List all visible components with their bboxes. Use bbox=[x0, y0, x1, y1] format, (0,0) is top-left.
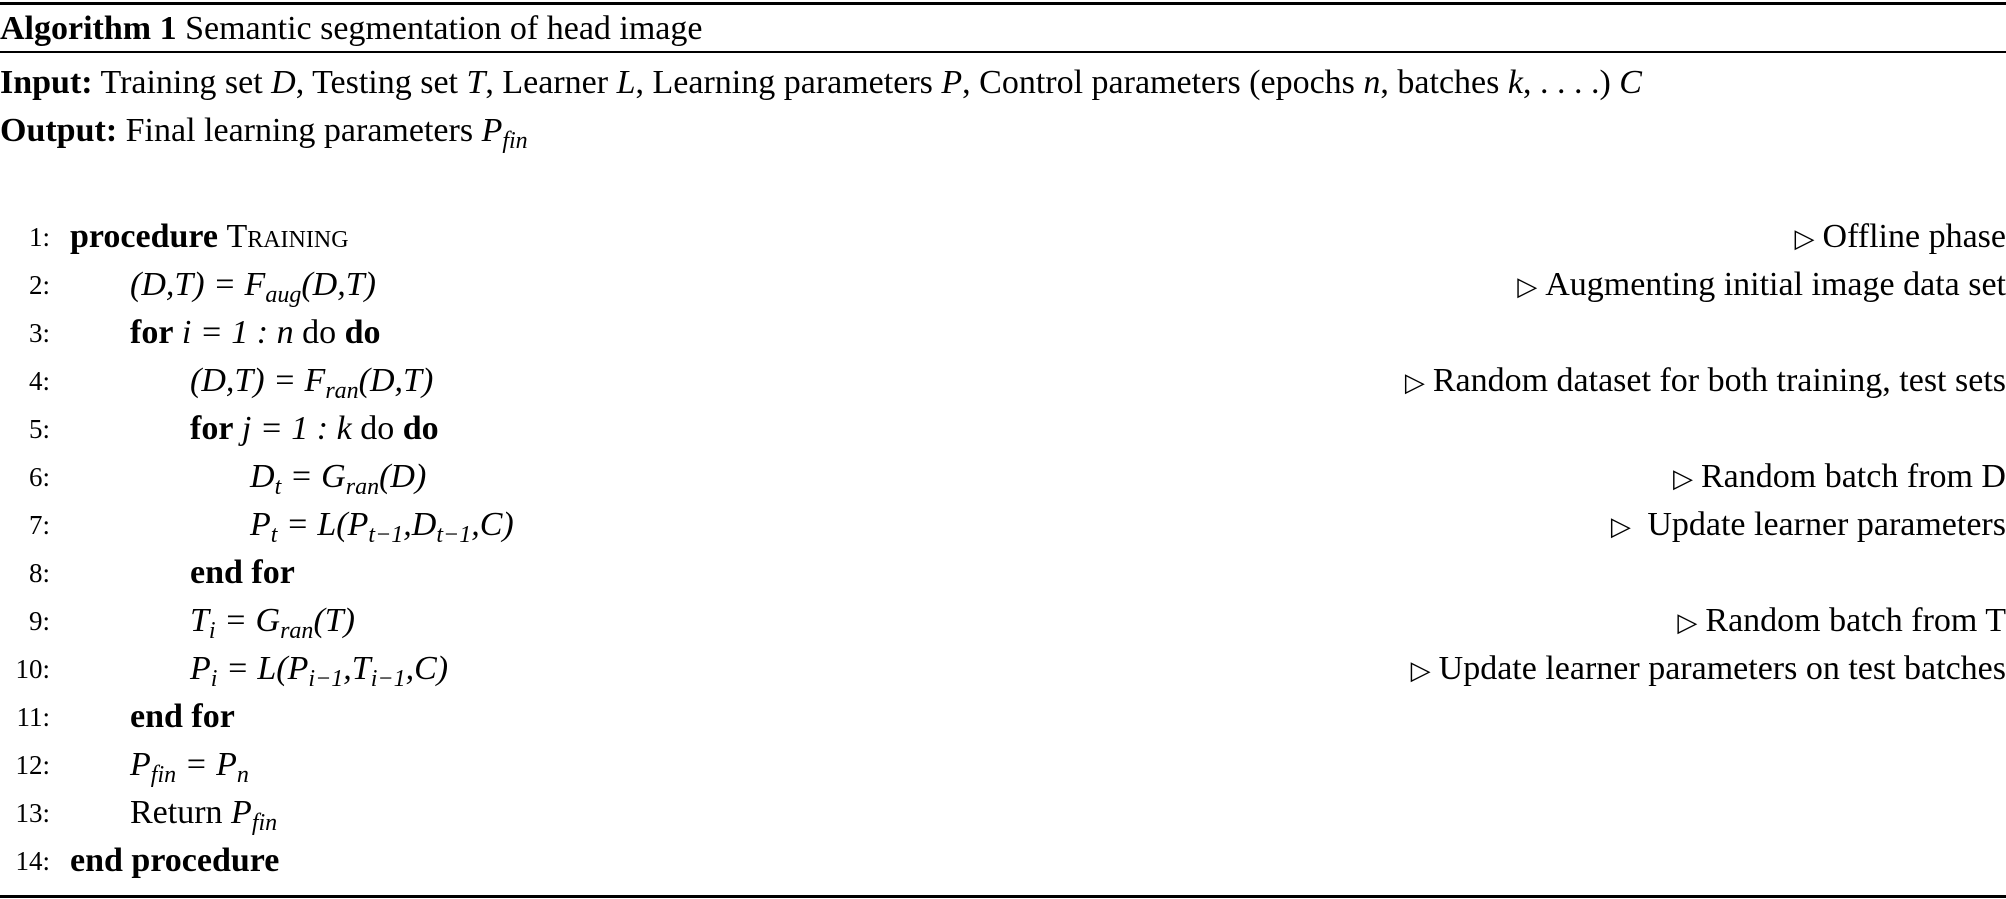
math-expr: ,C) bbox=[471, 506, 514, 543]
input-var: D bbox=[271, 64, 296, 101]
line-number: 2: bbox=[28, 270, 50, 300]
algorithm-label: Algorithm 1 bbox=[0, 10, 177, 47]
comment-text: Offline phase bbox=[1822, 218, 2006, 255]
comment-text: Random batch from T bbox=[1705, 602, 2006, 639]
keyword: end for bbox=[190, 554, 295, 591]
math-subscript: ran bbox=[325, 378, 359, 404]
output-label: Output: bbox=[0, 112, 118, 149]
math-subscript: fin bbox=[251, 810, 278, 836]
line-number: 10: bbox=[15, 654, 50, 684]
line-number: 4: bbox=[28, 366, 50, 396]
statement bbox=[70, 838, 279, 884]
math-expr: = G bbox=[281, 458, 346, 495]
algorithm-line bbox=[0, 598, 2006, 644]
math-subscript: ran bbox=[345, 474, 380, 500]
algorithm-caption bbox=[0, 9, 702, 49]
algorithm-line bbox=[0, 262, 2006, 308]
statement bbox=[250, 454, 426, 500]
input-text: , Control parameters (epochs bbox=[962, 64, 1364, 101]
line-comment bbox=[1795, 214, 2006, 262]
math-expr: = P bbox=[176, 746, 237, 783]
statement bbox=[130, 790, 277, 836]
statement bbox=[130, 262, 376, 308]
math-expr: (D,T) bbox=[301, 266, 376, 303]
keyword: for bbox=[130, 314, 174, 351]
comment-triangle-icon: ▷ bbox=[1794, 224, 1815, 253]
statement bbox=[190, 358, 433, 404]
output-var: P bbox=[481, 112, 503, 149]
line-number: 1: bbox=[28, 222, 50, 252]
statement bbox=[130, 694, 235, 740]
math-expr: (D,T) = F bbox=[130, 266, 266, 303]
line-number: 5: bbox=[28, 414, 50, 444]
statement bbox=[130, 310, 381, 356]
plain-text: do bbox=[302, 314, 337, 351]
comment-triangle-icon: ▷ bbox=[1610, 512, 1631, 541]
output-subscript: fin bbox=[502, 128, 528, 154]
math-expr: P bbox=[190, 650, 211, 687]
keyword: for bbox=[190, 410, 234, 447]
output-text: Final learning parameters bbox=[125, 112, 482, 149]
algorithm-line bbox=[0, 550, 2006, 596]
input-text: Training set bbox=[100, 64, 272, 101]
math-expr: (D,T) = F bbox=[190, 362, 326, 399]
math-expr: ,D bbox=[403, 506, 437, 543]
math-expr: = G bbox=[215, 602, 281, 639]
top-rule bbox=[0, 2, 2006, 5]
input-text: , batches bbox=[1380, 64, 1508, 101]
algorithm-line bbox=[0, 838, 2006, 884]
plain-text: do bbox=[360, 410, 395, 447]
math-subscript: fin bbox=[150, 762, 177, 788]
comment-text: Random dataset for both training, test sets bbox=[1432, 362, 2006, 399]
math-expr: T bbox=[190, 602, 209, 639]
math-expr: D bbox=[250, 458, 275, 495]
caption-rule bbox=[0, 51, 2006, 53]
output-line bbox=[0, 111, 528, 154]
plain-text: Return bbox=[130, 794, 232, 831]
algorithm-line bbox=[0, 454, 2006, 500]
input-text: , Learner bbox=[485, 64, 617, 101]
line-number: 3: bbox=[28, 318, 50, 348]
line-number: 14: bbox=[15, 846, 50, 876]
input-text: , Learning parameters bbox=[635, 64, 942, 101]
line-comment bbox=[1517, 262, 2006, 310]
math-subscript: t bbox=[270, 522, 278, 548]
input-text: , . . . .) bbox=[1522, 64, 1620, 101]
loop-range: j = 1 : k bbox=[233, 410, 361, 447]
procedure-name: Training bbox=[226, 218, 349, 255]
math-expr: = L(P bbox=[217, 650, 309, 687]
loop-range: i = 1 : n bbox=[173, 314, 303, 351]
algorithm-line bbox=[0, 406, 2006, 452]
algorithm-line bbox=[0, 502, 2006, 548]
math-expr: (D,T) bbox=[358, 362, 434, 399]
input-var: P bbox=[941, 64, 963, 101]
math-subscript: aug bbox=[265, 282, 302, 308]
comment-text: Random batch from D bbox=[1701, 458, 2006, 495]
comment-triangle-icon: ▷ bbox=[1404, 368, 1425, 397]
comment-triangle-icon: ▷ bbox=[1410, 656, 1431, 685]
algorithm-line bbox=[0, 310, 2006, 356]
statement bbox=[190, 646, 448, 692]
math-subscript: n bbox=[236, 762, 249, 788]
line-comment bbox=[1611, 502, 2006, 550]
math-subscript: ran bbox=[280, 618, 314, 644]
statement bbox=[190, 598, 355, 644]
algorithm-line bbox=[0, 214, 2006, 260]
bottom-rule bbox=[0, 895, 2006, 898]
statement bbox=[250, 502, 514, 548]
input-var: n bbox=[1363, 64, 1381, 101]
input-var: C bbox=[1619, 64, 1642, 101]
comment-triangle-icon: ▷ bbox=[1673, 464, 1693, 493]
math-subscript: i bbox=[208, 618, 216, 644]
comment-text: Update learner parameters on test batches bbox=[1438, 650, 2006, 687]
math-subscript: i−1 bbox=[370, 666, 406, 692]
input-var: L bbox=[616, 64, 636, 101]
input-var: k bbox=[1507, 64, 1523, 101]
math-expr: P bbox=[130, 746, 151, 783]
math-expr: = L(P bbox=[277, 506, 369, 543]
keyword: procedure bbox=[70, 218, 218, 255]
line-comment bbox=[1405, 358, 2006, 406]
keyword: end procedure bbox=[70, 842, 280, 879]
math-subscript: i−1 bbox=[308, 666, 344, 692]
statement bbox=[130, 742, 249, 788]
line-number: 7: bbox=[28, 510, 50, 540]
algorithm-line bbox=[0, 646, 2006, 692]
line-number: 13: bbox=[15, 798, 50, 828]
algorithm-line bbox=[0, 742, 2006, 788]
comment-text: Augmenting initial image data set bbox=[1545, 266, 2006, 303]
line-comment bbox=[1677, 598, 2006, 646]
line-number: 9: bbox=[28, 606, 50, 636]
keyword: do bbox=[402, 410, 439, 447]
math-subscript: i bbox=[210, 666, 218, 692]
statement bbox=[190, 550, 295, 596]
math-subscript: t bbox=[274, 474, 282, 500]
line-comment bbox=[1411, 646, 2006, 694]
algorithm-line bbox=[0, 694, 2006, 740]
math-subscript: t−1 bbox=[368, 522, 404, 548]
input-text: , Testing set bbox=[295, 64, 467, 101]
math-expr: (T) bbox=[313, 602, 355, 639]
keyword: end for bbox=[130, 698, 235, 735]
math-expr: (D) bbox=[379, 458, 427, 495]
input-line bbox=[0, 63, 1642, 103]
algorithm-line bbox=[0, 790, 2006, 836]
line-number: 6: bbox=[28, 462, 50, 492]
keyword: do bbox=[344, 314, 381, 351]
statement bbox=[190, 406, 439, 452]
line-comment bbox=[1673, 454, 2006, 502]
comment-triangle-icon: ▷ bbox=[1517, 272, 1538, 301]
algorithm-line bbox=[0, 358, 2006, 404]
input-label: Input: bbox=[0, 64, 93, 101]
comment-text: Update learner parameters bbox=[1638, 506, 2006, 543]
line-number: 8: bbox=[28, 558, 50, 588]
math-expr: P bbox=[250, 506, 271, 543]
comment-triangle-icon: ▷ bbox=[1677, 608, 1698, 637]
math-expr: P bbox=[231, 794, 252, 831]
statement bbox=[70, 214, 349, 260]
line-number: 12: bbox=[15, 750, 50, 780]
algorithm-title: Semantic segmentation of head image bbox=[185, 10, 703, 47]
math-subscript: t−1 bbox=[436, 522, 472, 548]
input-var: T bbox=[466, 64, 486, 101]
line-number: 11: bbox=[16, 702, 50, 732]
math-expr: ,C) bbox=[405, 650, 449, 687]
math-expr: ,T bbox=[343, 650, 371, 687]
